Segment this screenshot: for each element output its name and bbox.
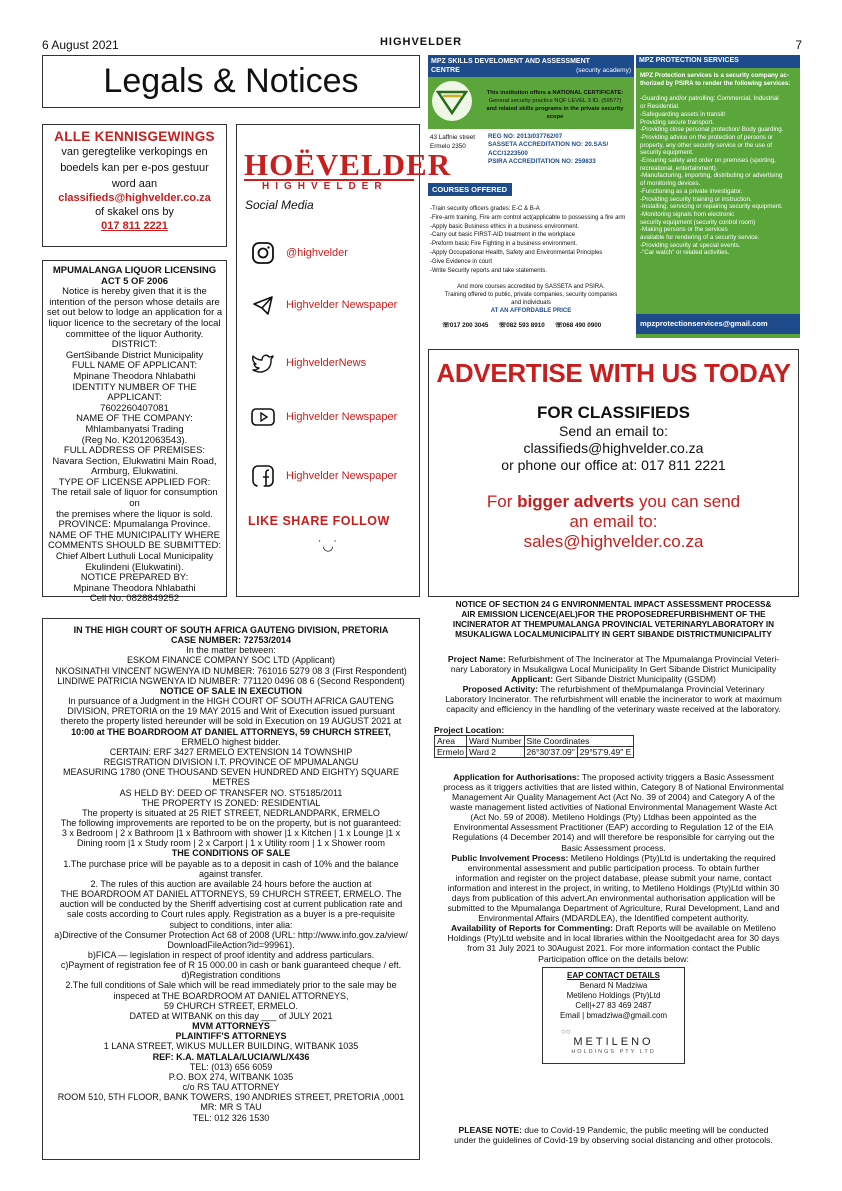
service-item: -Providing advice on the protection of persons or <box>640 133 774 141</box>
facebook-icon <box>250 463 276 489</box>
liquor-line: NOTICE PREPARED BY: <box>80 572 189 584</box>
court-line: THE PROPERTY IS ZONED: RESIDENTIAL <box>141 797 321 808</box>
course-item: -Apply Occupational Health, Safety and Environmental Principles <box>430 249 603 256</box>
eap-line: Benard N Madziwa <box>579 981 648 990</box>
value: Refurbishment of The Incinerator at The Mpumalanga Provincial Veteri- <box>505 654 780 664</box>
auth-line <box>428 853 799 863</box>
please-note <box>428 1125 799 1145</box>
liquor-line: Cell No. 0828849252 <box>89 593 180 605</box>
activity-cont: Laboratory Incinerator. The refurbishment will enable the incinerator to work at maximum <box>445 694 782 705</box>
metileno-logo-rings: ○○ <box>561 1027 571 1036</box>
court-line: 59 CHURCH STREET, ERMELO. <box>163 1000 299 1011</box>
logo-top: HOËVELDER <box>244 147 452 182</box>
liquor-line: COMMENTS SHOULD BE SUBMITTED: <box>47 540 222 552</box>
auth-line <box>428 873 799 883</box>
mpz-inst-line: and related skills programs in the private security scope <box>486 106 624 120</box>
court-line: IN THE HIGH COURT OF SOUTH AFRICA GAUTENG DIVISION, PRETORIA <box>73 625 389 635</box>
mpz-phone <box>498 322 544 329</box>
court-line: ROOM 510, 5TH FLOOR, BANK TOWERS, 190 ANDRIES STREET, PRETORIA ,0001 <box>57 1092 405 1103</box>
protection-email[interactable]: mpzprotectionservices@gmail.com <box>636 314 800 334</box>
auth-text: Holdings (Pty)Ltd website and in local libraries within the Nooitgedacht area for 30 days <box>447 933 780 944</box>
court-line: 1 LANA STREET, WIKUS MULLER BUILDING, WITBANK 1035 <box>103 1041 359 1052</box>
liquor-line: IDENTITY NUMBER OF THE APPLICANT: <box>72 381 197 404</box>
auth-line <box>428 923 799 933</box>
court-line: 3 x Bedroom | 2 x Bathroom |1 x Bathroom with shower |1 x Kitchen | 1 x Lounge |1 x <box>61 828 401 839</box>
liquor-line: committee of the liquor Authority. <box>65 328 204 340</box>
protection-body <box>640 72 798 257</box>
env-title-line: INCINERATOR AT THEMPUMALANGA PROVINCIAL VETERINARYLABORATORY IN <box>452 620 775 629</box>
service-item: property, any other security service or the use of <box>640 141 772 149</box>
service-item: of monitoring devices. <box>640 180 701 188</box>
auth-line <box>428 812 799 822</box>
social-facebook[interactable] <box>250 462 397 490</box>
project-name <box>428 654 799 664</box>
auth-text: waste management listed activities of National Environmental Management Waste Act <box>450 802 777 813</box>
auth-line <box>428 822 799 832</box>
court-line: b)FICA — legislation in respect of proof identity and address particulars. <box>87 950 375 960</box>
mpz-more <box>428 283 634 315</box>
table-cell: Ermelo <box>435 746 467 757</box>
table-row <box>435 746 634 757</box>
table-row <box>435 735 634 746</box>
telegram-icon <box>250 292 276 318</box>
court-line: ESKOM FINANCE COMPANY SOC LTD (Applicant) <box>126 655 336 666</box>
courses-list <box>430 205 636 275</box>
court-line: 2. The rules of this auction are available 24 hours before the auction at <box>90 878 372 889</box>
course-item: -Preform basic Fire Fighting in a business environment. <box>430 241 578 248</box>
auth-label: Availability of Reports for Commenting: <box>451 923 614 934</box>
court-line: inspeced at THE BOARDROOM AT DANIEL ATTORNEYS, <box>113 990 349 1001</box>
whatsapp-icon: ☏ <box>554 322 563 329</box>
auth-line <box>428 903 799 913</box>
service-item: -Functioning as a private investigator. <box>640 187 743 195</box>
auth-label: Public Involvement Process: <box>451 852 569 863</box>
table-cell: Ward 2 <box>466 746 524 757</box>
service-item: -Safeguarding assets in transit/ <box>640 110 726 118</box>
service-item: security equipment (security control room) <box>640 218 756 226</box>
auth-text: submitted to the Mpumalanga Department of Agriculture, Rural Development, Land and <box>447 903 780 914</box>
youtube-name: Highvelder Newspaper <box>286 411 398 423</box>
course-item: -Carry out basic FIRST-AID treatment in the workplace <box>430 232 576 239</box>
court-line: 1.The purchase price will be payable as to a deposit in cash of 10% and the balance <box>63 858 399 869</box>
court-line: P.O. BOX 274, WITBANK 1035 <box>168 1071 294 1082</box>
liquor-line: TYPE OF LICENSE APPLIED FOR: <box>58 476 211 488</box>
value: due to Covid-19 Pandemic, the public meeting will be conducted <box>522 1125 769 1135</box>
liquor-line: the premises where the liquor is sold. <box>56 508 213 520</box>
auth-text: information and register on the project database, please submit your name, contact <box>455 872 772 883</box>
advertise-box <box>428 349 799 597</box>
liquor-line: 7602260407081 <box>100 402 169 414</box>
service-item: or Residential. <box>640 103 680 111</box>
mpz-more-line: Training offered to public, private companies, security companies <box>444 292 618 298</box>
mpz-address <box>430 133 475 151</box>
mpz-phone-number: 082 593 8910 <box>506 322 545 329</box>
service-item: -Installing, servicing or repairing security equipment. <box>640 203 783 211</box>
liquor-line: NAME OF THE COMPANY: <box>76 413 193 425</box>
court-line: NOTICE OF SALE IN EXECUTION <box>159 685 302 696</box>
court-line: TEL: (013) 656 6059 <box>189 1061 273 1072</box>
court-line: c)Payment of registration fee of R 15 000.00 in cash or bank guaranteed cheque / eft. <box>60 960 402 971</box>
liquor-line: PROVINCE: Mpumalanga Province. <box>58 519 211 531</box>
courses-heading: COURSES OFFERED <box>428 183 512 196</box>
please-note-cont: under the guidelines of Covid-19 by observing social distancing and other protocols. <box>454 1135 773 1146</box>
table-cell: 29°57'9.49" E <box>577 746 634 757</box>
auth-text: Environmental Affairs (MDARDLEA), the Identified competent authority. <box>478 913 749 924</box>
court-line: THE CONDITIONS OF SALE <box>171 848 291 859</box>
liquor-line: Armburg, Elukwatini. <box>90 466 179 478</box>
mpz-address-line: Ermelo 2350 <box>430 143 466 150</box>
eap-heading: EAP CONTACT DETAILS <box>567 971 660 980</box>
liquor-line: liquor licence to the secretary of the local <box>48 317 221 329</box>
location-table <box>434 735 634 758</box>
protection-intro: thorized by PSIRA to render the following services: <box>640 79 791 87</box>
auth-line <box>428 943 799 953</box>
alle-line: boedels kan per e-pos gestuur <box>60 162 209 174</box>
mpz-price: AT AN AFFORDABLE PRICE <box>490 308 572 314</box>
authorisation-text <box>428 772 799 964</box>
auth-text: Regulations (4 December 2014) and will therefore be responsible for carrying out the <box>452 832 775 843</box>
label: Proposed Activity: <box>462 684 539 695</box>
service-item: -Guarding and/or patrolling: Commercial, Industrial <box>640 95 779 103</box>
mpz-logo <box>432 81 472 121</box>
sales-email[interactable]: sales@highvelder.co.za <box>523 532 704 551</box>
court-line: 10:00 at THE BOARDROOM AT DANIEL ATTORNEYS, 59 CHURCH STREET, <box>71 726 391 737</box>
page-number: 7 <box>795 38 802 52</box>
masthead: HIGHVELDER <box>379 36 463 48</box>
auth-text: Draft Reports will be available on Metileno <box>613 923 776 934</box>
service-item: -"Car watch" or related activities. <box>640 249 730 257</box>
bigger-adverts-line <box>429 492 798 512</box>
liquor-line: Ekulindeni (Elukwatini). <box>85 561 184 573</box>
issue-date: 6 August 2021 <box>42 38 119 52</box>
court-line: DATED at WITBANK on this day ___ of JULY 2021 <box>129 1010 333 1021</box>
liquor-line: intention of the person whose details are <box>49 296 220 308</box>
liquor-line: (Reg No. K2012063543). <box>81 434 188 446</box>
logo-bottom: HIGHVELDER <box>244 179 414 192</box>
office-phone-line: or phone our office at: 017 811 2221 <box>501 457 726 473</box>
liquor-line: Mpinane Theodora Nhlabathi <box>73 370 196 382</box>
mpz-reg-line: SASSETA ACCREDITATION NO: 20.SAS/ <box>488 141 609 149</box>
table-cell: 26°30'37.09" <box>524 746 577 757</box>
liquor-line: Mpinane Theodora Nhlabathi <box>73 582 196 594</box>
auth-text: (Act No. 59 of 2008). Metileno Holdings (Pty) Ltdhas been appointed as the <box>470 812 757 823</box>
smiley-icon: ˙◡˙ <box>318 538 339 553</box>
auth-line <box>428 863 799 873</box>
court-line: Dining room |1 x Study room | 2 x Carport | 1 x Utility room | 1 x Shower room <box>77 838 385 849</box>
protection-services-list <box>640 95 798 257</box>
alle-heading: ALLE KENNISGEWINGS <box>54 129 215 144</box>
auth-line <box>428 883 799 893</box>
whatsapp-icon: ☏ <box>442 322 450 329</box>
auth-line <box>428 893 799 903</box>
mpz-phone <box>555 322 601 329</box>
auth-text: Participation office on the details below: <box>538 953 689 964</box>
court-line: In pursuance of a Judgment in the HIGH COURT OF SOUTH AFRICA GAUTENG <box>68 696 394 707</box>
court-line: In the matter between: <box>186 645 276 656</box>
project-name-cont: nary Laboratory in Msukaligwa Local Municipality In Gert Sibande District Municipality <box>450 664 777 675</box>
auth-text: days from publication of this advert.An environmental authorisation application will be <box>451 892 776 903</box>
twitter-name: HighvelderNews <box>286 357 367 369</box>
liquor-line: ACT 5 OF 2006 <box>100 275 169 287</box>
location-label: Project Location: <box>434 724 505 735</box>
court-line: subject to conditions, inter alia: <box>169 919 293 930</box>
label: Project Name: <box>447 654 506 664</box>
env-title-line: NOTICE OF SECTION 24 G ENVIRONMENTAL IMPACT ASSESSMENT PROCESS& <box>455 600 772 609</box>
section-title: Legals & Notices <box>103 62 359 100</box>
youtube-icon <box>250 404 276 430</box>
mpz-header-line: CENTRE <box>431 67 460 74</box>
court-line: REGISTRATION DIVISION I.T. PROVINCE OF MPUMALANGU <box>103 757 359 768</box>
auth-line <box>428 782 799 792</box>
court-line: sale costs according to Court rules apply. Registration as a buyer is a pre-requisite <box>67 909 395 920</box>
mpz-more-line: And more courses accredited by SASSETA and PSIRA. <box>457 284 605 290</box>
activity <box>428 684 799 694</box>
social-instagram[interactable] <box>250 239 348 267</box>
env-title-line: MSUKALIGWA LOCALMUNICIPALITY IN GERT SIBANDE DISTRICTMUNICIPALITY <box>455 630 772 639</box>
service-item: -Making persons or the services <box>640 226 728 234</box>
classifieds-email[interactable]: classifieds@highvelder.co.za <box>523 440 704 456</box>
auth-text: information and interest in the project, in writing, to Metileno Holdings (Pty)Ltd within 30 <box>447 882 780 893</box>
auth-line <box>428 802 799 812</box>
court-line: d)Registration conditions <box>181 970 281 981</box>
liquor-licence-notice <box>42 260 227 605</box>
court-line: MR: MR S TAU <box>200 1102 262 1113</box>
service-item: -Providing security at special events. <box>640 241 741 249</box>
like-share-follow: LIKE SHARE FOLLOW <box>248 514 390 528</box>
auth-line <box>428 843 799 853</box>
mpz-phones <box>442 322 632 329</box>
mpz-header-sub: (security academy) <box>576 67 631 74</box>
court-line: PLAINTIFF'S ATTORNEYS <box>175 1031 287 1042</box>
mpz-skills-header <box>428 55 634 77</box>
eap-line: Email | bmadziwa@gmail.com <box>559 1011 668 1020</box>
court-line: DIVISION, PRETORIA on the 19 MAY 2015 and Writ of Execution issued pursuant <box>67 706 395 717</box>
course-item: -Train security officers grades: E-C & B-A <box>430 206 540 212</box>
alle-kennisgewings-box <box>42 124 227 247</box>
twitter-icon <box>250 350 276 376</box>
instagram-icon <box>250 240 276 266</box>
alle-line: of skakel ons by <box>95 206 174 218</box>
court-line: DownloadFileAction?id=99961). <box>167 939 295 950</box>
alle-phone: 017 811 2221 <box>101 220 168 232</box>
alle-line: van geregtelike verkopings en <box>61 146 208 158</box>
applicant <box>428 674 799 684</box>
service-item: -Ensuring safety and order on premises (sporting, <box>640 157 776 165</box>
auth-label: Application for Authorisations: <box>453 771 580 782</box>
auth-text: from 31 July 2021 to 30August 2021. For more information contact the Public <box>467 943 760 954</box>
auth-text: The proposed activity triggers a Basic Assessment <box>579 771 774 782</box>
court-line: THE BOARDROOM AT DANIEL ATTORNEYS, 59 CHURCH STREET, ERMELO. The <box>60 889 402 900</box>
auth-line <box>428 832 799 842</box>
service-item: security equipment. <box>640 149 694 157</box>
table-cell: Area <box>435 735 467 746</box>
protection-intro: MPZ Protection services is a security company ac- <box>640 72 789 79</box>
liquor-line: FULL ADDRESS OF PREMISES: <box>63 445 206 457</box>
court-line: METRES <box>212 777 250 788</box>
adv-text: you can send <box>634 492 741 511</box>
social-media-label: Social Media <box>245 198 314 212</box>
protection-header: MPZ PROTECTION SERVICES <box>636 55 800 68</box>
table-cell: Site Coordinates <box>524 735 634 746</box>
social-twitter[interactable] <box>250 349 366 377</box>
mpz-more-line: and individuals <box>511 300 551 306</box>
liquor-line: DISTRICT: <box>111 339 158 351</box>
course-item: -Apply basic Business ethics in a business environment. <box>430 223 580 230</box>
metileno-name: METILENO <box>573 1036 654 1048</box>
court-line: auction will be conducted by the Sheriff advertising cost at current publication rate and <box>59 899 403 910</box>
liquor-line: Notice is hereby given that it is the <box>62 286 207 298</box>
auth-text: Management Air Quality Management Act (Act No. 39 of 2004) and Category A of the <box>452 792 775 803</box>
mpz-registration <box>488 133 608 166</box>
mpz-reg-line: PSIRA ACCREDITATION NO: 259833 <box>488 157 596 165</box>
court-line: 2.The full conditions of Sale which will be read immediately prior to the sale may be <box>65 980 397 991</box>
auth-text: Environmental Assessment Practitioner (EAP) according to Regulation 12 of the EIA <box>453 822 774 833</box>
auth-text: process as it triggers activities that are listed within, Category 8 of National Environmental <box>443 781 784 792</box>
eap-line: Metileno Holdings (Pty)Ltd <box>566 991 661 1000</box>
for-classifieds: FOR CLASSIFIEDS <box>536 403 690 422</box>
mpz-phone-number: 017 200 3045 <box>449 322 489 329</box>
alle-email[interactable]: classifieds@highvelder.co.za <box>58 192 211 204</box>
telegram-name: Highvelder Newspaper <box>286 299 398 311</box>
mpz-phone-number: 068 490 0900 <box>562 322 602 329</box>
mpz-reg-line: ACC/1223500 <box>488 149 528 157</box>
auth-text: environmental assessment and public participation process. To obtain further <box>467 862 760 873</box>
court-line: a)Directive of the Consumer Protection Act 68 of 2008 (URL: http://www.info.gov.za/view/ <box>54 929 408 940</box>
send-email-line: Send an email to: <box>559 423 668 439</box>
liquor-line: MPUMALANGA LIQUOR LICENSING <box>52 265 217 276</box>
metileno-logo <box>543 1027 684 1057</box>
liquor-line: set out below to lodge an application for a <box>46 307 223 319</box>
auth-line <box>428 913 799 923</box>
court-line: MEASURING 1780 (ONE THOUSAND SEVEN HUNDRED AND EIGHTY) SQUARE <box>63 767 399 778</box>
liquor-line: GertSibande District Municipality <box>65 349 204 361</box>
mpz-intro-box <box>428 77 634 129</box>
liquor-line: NAME OF THE MUNICIPALITY WHERE <box>48 529 221 541</box>
liquor-line: Chief Albert Luthuli Local Municipality <box>55 551 214 563</box>
court-line: ERMELO highest bidder. <box>181 736 281 747</box>
env-title-line: AIR EMISSION LICENCE(AEL)FOR THE PROPOSEDREFURBISHMENT OF THE <box>461 610 766 619</box>
auth-text: Basic Assessment process. <box>561 842 666 853</box>
instagram-handle: @highvelder <box>286 247 348 259</box>
court-line: REF: K.A. MATLALA/LUCIA/WL/X436 <box>152 1051 310 1062</box>
adv-email-prompt: an email to: <box>569 512 658 531</box>
social-telegram[interactable] <box>250 291 397 319</box>
mpz-inst-line: General security practice NQF LEVEL 3 ID. (59577) <box>488 98 622 104</box>
advertise-heading: ADVERTISE WITH US TODAY <box>436 358 791 388</box>
mpz-header-line: MPZ SKILLS DEVELOMENT AND ASSESSMENT <box>431 58 590 65</box>
service-item: -Providing security training or instruction. <box>640 195 752 203</box>
auth-line <box>428 954 799 964</box>
social-youtube[interactable] <box>250 403 397 431</box>
section-title-box <box>42 55 420 108</box>
alle-line: word aan <box>111 178 158 190</box>
court-line: CERTAIN: ERF 3427 ERMELO EXTENSION 14 TOWNSHIP <box>109 746 353 757</box>
metileno-sub: HOLDINGS PTY LTD <box>571 1049 656 1055</box>
env-title <box>428 600 799 640</box>
service-item: -Manufacturing, importing, distributing or advertising <box>640 172 783 180</box>
service-item: -Providing close personal protection/ Body guarding. <box>640 126 784 134</box>
service-item: -Monitoring signals from electronic <box>640 210 735 218</box>
service-item: available for rendering of a security service. <box>640 234 760 242</box>
liquor-line: FULL NAME OF APPLICANT: <box>71 360 198 372</box>
court-sale-notice <box>42 618 420 1160</box>
service-item: Providing secure transport. <box>640 118 714 126</box>
mpz-inst-line: This institution offers a NATIONAL CERTIFICATE: <box>486 90 624 96</box>
label: Applicant: <box>511 674 554 685</box>
value: Gert Sibande District Municipality (GSDM) <box>553 674 716 685</box>
court-line: MVM ATTORNEYS <box>192 1021 270 1032</box>
court-line: The following improvements are reported to be on the property, but is not guaranteed: <box>60 817 402 828</box>
auth-line <box>428 772 799 782</box>
course-item: -Give Evidence in court <box>430 258 493 265</box>
court-line: thereto the property listed hereunder will be sold in Execution on 19 AUGUST 2021 at <box>60 716 402 727</box>
adv-text: For <box>486 492 518 511</box>
liquor-line: Navara Section, Elukwatini Main Road, <box>52 455 217 467</box>
table-cell: Ward Number <box>466 735 524 746</box>
activity-cont: capacity and efficiency in the handling of the veterinary waste received at the laboratory. <box>446 704 781 715</box>
court-line: LINDIWE PATRICIA NGWENYA ID NUMBER: 771120 0496 08 6 (Second Respondent) <box>57 675 405 686</box>
court-line: c/o RS TAU ATTORNEY <box>182 1082 280 1093</box>
facebook-name: Highvelder Newspaper <box>286 470 398 482</box>
auth-line <box>428 933 799 943</box>
court-line: CASE NUMBER: 72753/2014 <box>170 635 292 646</box>
label: PLEASE NOTE: <box>458 1125 522 1135</box>
mpz-address-line: 43 Laffnie street <box>430 134 476 141</box>
mpz-reg-line: REG NO: 2013/037762/07 <box>488 133 563 140</box>
whatsapp-icon: ☏ <box>498 322 507 329</box>
eap-line: Cell|+27 83 469 2487 <box>575 1001 652 1010</box>
court-line: TEL: 012 326 1530 <box>192 1112 270 1123</box>
value: The refurbishment of theMpumalanga Provincial Veterinary <box>538 684 765 695</box>
service-item: recreational, entertainment). <box>640 164 718 172</box>
liquor-line: Mhlambanyatsi Trading <box>85 423 184 435</box>
court-line: The property is situated at 25 RIET STREET, NEDRLANDPARK, ERMELO <box>82 807 380 818</box>
mpz-phone <box>442 322 488 329</box>
court-line: AS HELD BY: DEED OF TRANSFER NO. ST5185/2011 <box>119 787 343 798</box>
auth-line <box>428 792 799 802</box>
liquor-line: The retail sale of liquor for consumption on <box>51 487 218 510</box>
court-line: NKOSINATHI VINCENT NGWENYA ID NUMBER: 761016 5279 08 3 (First Respondent) <box>55 665 407 676</box>
course-item: -Fire-arm training, Fire arm control act(applicable to possessing a fire arm <box>430 214 626 221</box>
court-line: against transfer. <box>198 868 264 879</box>
course-item: -Write Security reports and take statements. <box>430 267 547 274</box>
adv-bold: bigger adverts <box>517 492 635 511</box>
auth-text: Metileno Holdings (Pty)Ltd is undertaking the required <box>568 852 776 863</box>
hoevelder-logo <box>244 147 452 197</box>
eap-contact-box <box>542 967 685 1064</box>
